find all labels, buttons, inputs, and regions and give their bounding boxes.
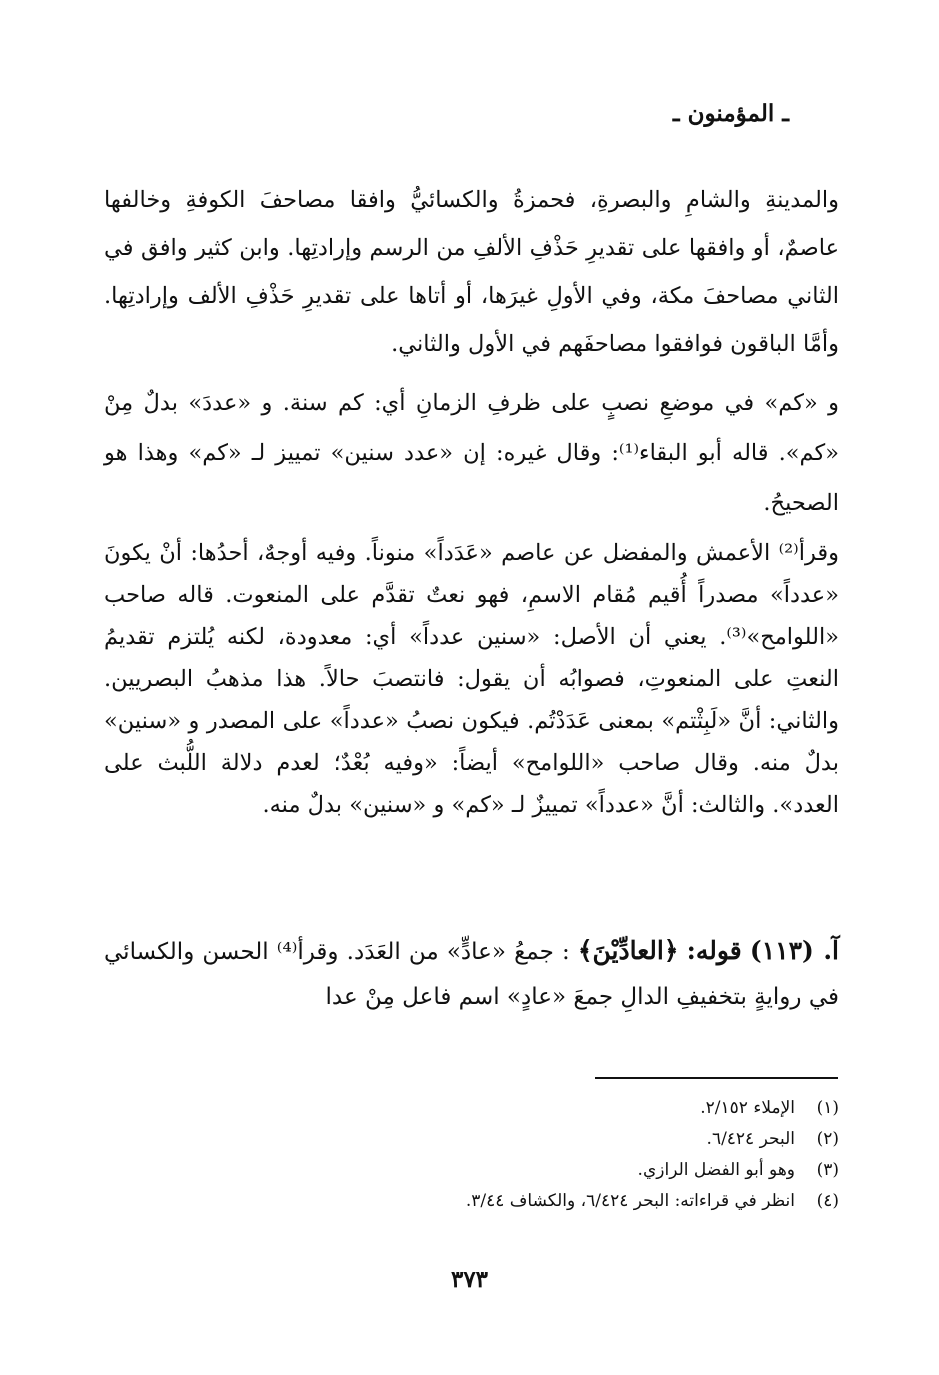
footnotes [139, 1093, 839, 1217]
verse-commentary [104, 928, 839, 1020]
footnote-number: (٤) [816, 1191, 839, 1211]
footnote-text: الإملاء ٢/١٥٢. [700, 1098, 795, 1118]
footnote-item [139, 1186, 839, 1217]
footnote-text: وهو أبو الفضل الرازي. [637, 1160, 795, 1180]
paragraph-1 [104, 176, 839, 368]
footnote-divider [595, 1077, 838, 1079]
footnote-text: انظر في قراءاته: البحر ٦/٤٢٤، والكشاف ٣/٤٤. [465, 1191, 795, 1211]
footnote-item [139, 1093, 839, 1124]
paragraph-text: وقرأ⁽²⁾ الأعمش والمفضل عن عاصم «عَدَداً» منوناً. وفيه أوجهٌ، أحدُها: أنْ يكونَ «عدداً» مصدراً أُقيم مُقام الاسمِ، فهو نعتٌ تقدَّم على المنعوت. قاله صاحب «اللوامح»⁽³⁾. يعني أن الأصل: «سنين عدداً» أي: معدودة، لكنه يُلتزم تقديمُ النعتِ على المنعوتِ، فصوابُه أن يقول: فانتصبَ حالاً. هذا مذهبُ البصريين. والثاني: أنَّ «لَبِثْتم» بمعنى عَدَدْتُم. فيكون نصبُ «عدداً» على المصدر و «سنين» بدلٌ منه. وقال صاحب «اللوامح» أيضاً: «وفيه بُعْدٌ؛ لعدم دلالة اللُّبث على العدد». والثالث: أنَّ «عدداً» تمييزٌ لـ «كم» و «سنين» بدلٌ منه. [104, 540, 839, 818]
footnote-number: (٣) [816, 1160, 839, 1180]
footnote-item [139, 1155, 839, 1186]
paragraph-text: و «كم» في موضعِ نصبٍ على ظرفِ الزمانِ أي: كم سنة. و «عددَ» بدلٌ مِنْ «كم». قاله أبو البقاء⁽¹⁾: وقال غيره: إن «عدد سنين» تمييز لـ «كم» وهذا هو الصحيحُ. [104, 390, 839, 516]
footnote-text: البحر ٦/٤٢٤. [706, 1129, 795, 1149]
paragraph-text: والمدينةِ والشامِ والبصرةِ، فحمزةُ والكسائيُّ وافقا مصاحفَ الكوفةِ وخالفها عاصمٌ، أو وافقها على تقديرِ حَذْفِ الألفِ من الرسم وإرادتِها. وابن كثير وافق في الثاني مصاحفَ مكة، وفي الأولِ غيرَها، أو أتاها على تقديرِ حَذْفِ الألف وإرادتِها. وأمَّا الباقون فوافقوا مصاحفَهم في الأول والثاني. [104, 187, 839, 357]
paragraph-3 [104, 532, 839, 826]
footnote-number: (١) [816, 1098, 839, 1118]
quranic-word: ﴿العادِّيْنَ﴾ [577, 936, 679, 965]
verse-explanation: : جمعُ «عادٍّ» من العَدَد. وقرأ⁽⁴⁾ الحسن والكسائي في روايةٍ بتخفيفِ الدالِ جمعَ «عادٍ» اسم فاعل مِنْ عدا [104, 939, 839, 1010]
page-number: ٣٧٣ [450, 1266, 489, 1293]
verse-intro: قوله: [686, 936, 742, 965]
footnote-number: (٢) [816, 1129, 839, 1149]
running-header: ـ المؤمنون ـ [672, 100, 789, 127]
paragraph-2 [104, 378, 839, 528]
verse-number: آ. (١١٣) [749, 936, 840, 965]
footnote-item [139, 1124, 839, 1155]
